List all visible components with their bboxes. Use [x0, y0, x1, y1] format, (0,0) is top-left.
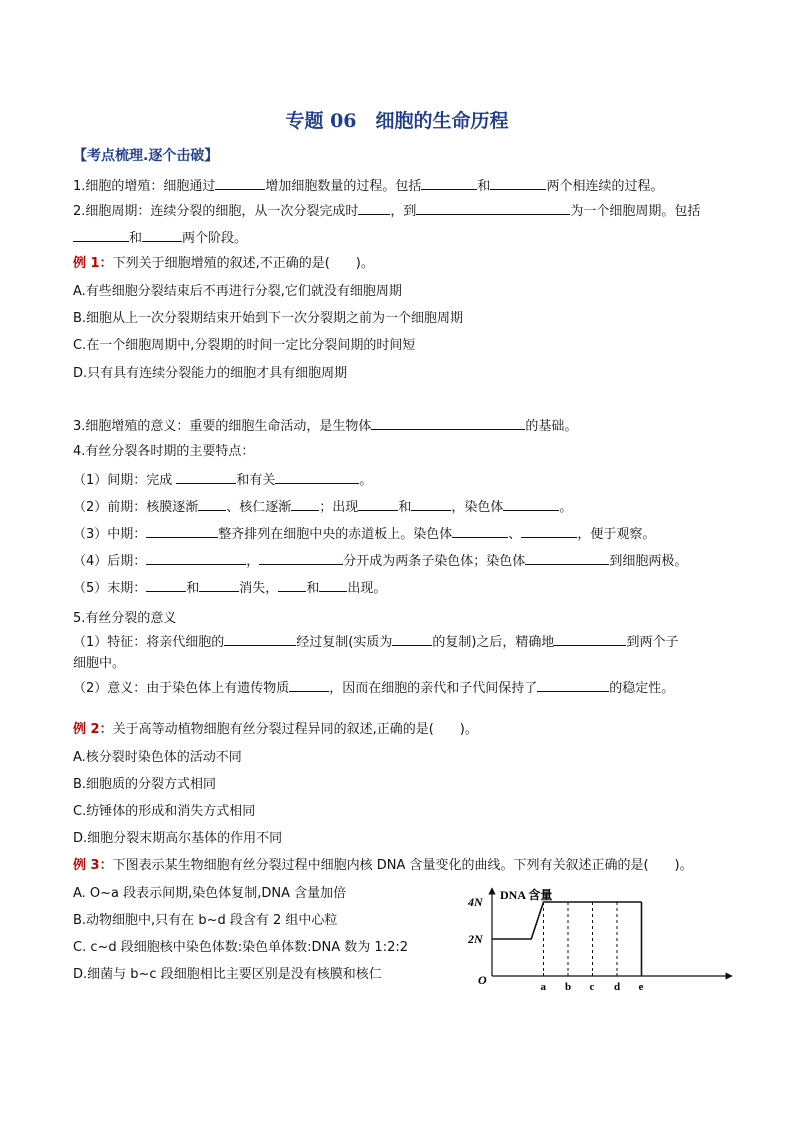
point-4-heading: 4.有丝分裂各时期的主要特点： — [73, 444, 255, 459]
y-tick-label: 2N — [468, 932, 483, 946]
point-5-line-1-cont: 细胞中。 — [73, 656, 126, 671]
example-2-option-a[interactable]: A.核分裂时染色体的活动不同 — [73, 750, 242, 765]
example-3-option-b[interactable]: B.动物细胞中,只有在 b~d 段含有 2 组中心粒 — [73, 913, 338, 928]
blank[interactable] — [146, 524, 218, 538]
blank[interactable] — [503, 497, 559, 511]
dna-curve — [492, 902, 642, 939]
x-tick-label: c — [589, 981, 595, 993]
point-5-heading: 5.有丝分裂的意义 — [73, 611, 177, 626]
point-4-line-5: （5）末期： 和 消失， 和 出现。 — [73, 578, 386, 598]
blank[interactable] — [146, 578, 186, 592]
example-2-stem: 例 2：关于高等动植物细胞有丝分裂过程异同的叙述,正确的是( )。 — [73, 722, 478, 737]
blank[interactable] — [521, 524, 577, 538]
example-3-option-a[interactable]: A. O~a 段表示间期,染色体复制,DNA 含量加倍 — [73, 886, 347, 901]
blank[interactable] — [259, 551, 343, 565]
y-tick-label: 4N — [468, 895, 483, 909]
blank[interactable] — [371, 416, 525, 430]
point-4-line-4: （4）后期： ， 分开成为两条子染色体；染色体 到细胞两极。 — [73, 551, 687, 571]
blank[interactable] — [278, 578, 306, 592]
blank[interactable] — [358, 201, 390, 215]
blank[interactable] — [490, 176, 546, 190]
point-4-line-3: （3）中期： 整齐排列在细胞中央的赤道板上。染色体 、 ，便于观察。 — [73, 524, 655, 544]
blank[interactable] — [289, 678, 329, 692]
y-axis-label: DNA 含量 — [500, 888, 553, 902]
blank[interactable] — [525, 551, 609, 565]
example-2-option-c[interactable]: C.纺锤体的形成和消失方式相同 — [73, 804, 256, 819]
page-title: 专题 06 细胞的生命历程 — [285, 110, 509, 132]
example-1-option-a[interactable]: A.有些细胞分裂结束后不再进行分裂,它们就没有细胞周期 — [73, 284, 402, 299]
section-heading: 【考点梳理.逐个击破】 — [73, 148, 219, 164]
blank[interactable] — [411, 497, 451, 511]
point-4-line-1: （1）间期：完成 和有关 。 — [73, 470, 372, 490]
example-label: 例 2： — [73, 722, 113, 737]
blank[interactable] — [199, 578, 239, 592]
x-tick-label: d — [614, 981, 621, 993]
blank[interactable] — [416, 201, 570, 215]
blank[interactable] — [146, 551, 246, 565]
example-2-option-b[interactable]: B.细胞质的分裂方式相同 — [73, 777, 217, 792]
example-3-stem: 例 3：下图表示某生物细胞有丝分裂过程中细胞内核 DNA 含量变化的曲线。下列有关叙述正确的是( )。 — [73, 858, 693, 873]
blank[interactable] — [421, 176, 477, 190]
blank[interactable] — [452, 524, 508, 538]
example-1-option-c[interactable]: C.在一个细胞周期中,分裂期的时间一定比分裂间期的时间短 — [73, 338, 416, 353]
example-2-option-d[interactable]: D.细胞分裂末期高尔基体的作用不同 — [73, 831, 283, 846]
blank[interactable] — [73, 228, 129, 242]
blank[interactable] — [275, 470, 359, 484]
point-3: 3.细胞增殖的意义：重要的细胞生命活动，是生物体 的基础。 — [73, 416, 577, 436]
blank[interactable] — [358, 497, 398, 511]
example-1-option-b[interactable]: B.细胞从上一次分裂期结束开始到下一次分裂期之前为一个细胞周期 — [73, 311, 464, 326]
example-1-stem: 例 1：下列关于细胞增殖的叙述,不正确的是( )。 — [73, 256, 374, 271]
blank[interactable] — [392, 632, 432, 646]
point-4-line-2: （2）前期：核膜逐渐 、核仁逐渐 ；出现 和 ，染色体 。 — [73, 497, 572, 517]
x-tick-label: b — [565, 981, 572, 993]
example-1-option-d[interactable]: D.只有具有连续分裂能力的细胞才具有细胞周期 — [73, 366, 348, 381]
example-3-option-c[interactable]: C. c~d 段细胞核中染色体数:染色单体数:DNA 数为 1:2:2 — [73, 940, 408, 955]
example-label: 例 3： — [73, 858, 113, 873]
example-label: 例 1： — [73, 256, 113, 271]
point-2-cont: 和 两个阶段。 — [73, 228, 247, 248]
x-tick-label: e — [638, 981, 644, 993]
point-2: 2.细胞周期：连续分裂的细胞，从一次分裂完成时 ，到 为一个细胞周期。包括 — [73, 201, 700, 221]
blank[interactable] — [198, 497, 226, 511]
blank[interactable] — [224, 632, 296, 646]
blank[interactable] — [319, 578, 347, 592]
x-tick-label: a — [540, 981, 546, 993]
point-5-line-1: （1）特征：将亲代细胞的 经过复制(实质为 的复制)之后，精确地 到两个子 — [73, 632, 678, 652]
blank[interactable] — [554, 632, 626, 646]
blank[interactable] — [215, 176, 265, 190]
dna-content-chart — [460, 880, 740, 995]
blank[interactable] — [291, 497, 319, 511]
origin-label: O — [478, 973, 487, 987]
point-5-line-2: （2）意义：由于染色体上有遗传物质 ，因而在细胞的亲代和子代间保持了 的稳定性。 — [73, 678, 674, 698]
point-1: 1.细胞的增殖：细胞通过 增加细胞数量的过程。包括 和 两个相连续的过程。 — [73, 176, 663, 196]
blank[interactable] — [142, 228, 182, 242]
example-3-option-d[interactable]: D.细菌与 b~c 段细胞相比主要区别是没有核膜和核仁 — [73, 967, 382, 982]
blank[interactable] — [537, 678, 609, 692]
blank[interactable] — [176, 470, 236, 484]
